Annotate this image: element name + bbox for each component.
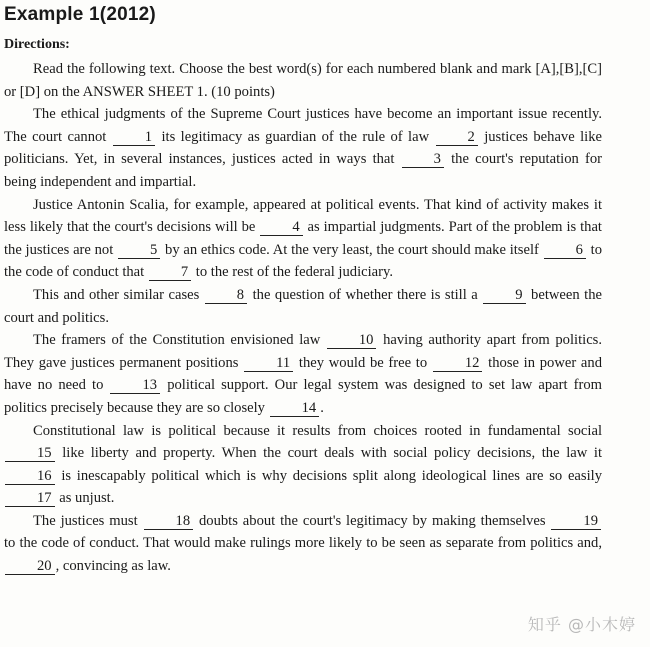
blank-19: 19	[551, 514, 601, 530]
blank-8: 8	[205, 288, 247, 304]
watermark: 知乎 @小木婷	[527, 615, 636, 634]
passage-text: the question of whether there is still a	[248, 286, 483, 303]
passage-text: the court's reputation for being independent and impartial.	[4, 151, 602, 190]
passage-text: as unjust.	[55, 490, 115, 507]
blank-17: 17	[5, 491, 55, 507]
passage-text: Constitutional law is political because it results from choices rooted in fundamental social	[33, 422, 602, 439]
passage-text: , convincing as law.	[55, 558, 171, 575]
passage-text: justices behave like politicians. Yet, in several instances, justices acted in ways that	[4, 128, 602, 168]
passage-text: by an ethics code. At the very least, the court should make itself	[161, 241, 543, 258]
passage-paragraph	[4, 420, 602, 510]
blank-7: 7	[149, 265, 191, 281]
blank-6: 6	[544, 243, 586, 259]
blank-15: 15	[5, 446, 55, 462]
passage-text: they would be free to	[294, 354, 432, 371]
passage-text: The framers of the Constitution envisioned law	[33, 332, 326, 349]
page-title: Example 1(2012)	[4, 4, 156, 25]
blank-11: 11	[244, 356, 293, 372]
passage-text: is inescapably political which is why decisions split along ideological lines are so easily	[55, 467, 602, 484]
blank-12: 12	[433, 356, 483, 372]
passage-text: as impartial judgments. Part of the problem is that the justices are not	[4, 219, 602, 258]
passage-text: to the code of conduct. That would make rulings more likely to be seen as separate from politics and,	[4, 535, 602, 552]
passage-text: to the code of conduct that	[4, 241, 602, 281]
passage-text: those in power and have no need to	[4, 354, 602, 394]
blank-2: 2	[436, 130, 478, 146]
instructions-paragraph	[4, 58, 602, 103]
directions-label: Directions:	[4, 37, 70, 52]
passage-text: The justices must	[33, 512, 143, 529]
passage-text: Read the following text. Choose the best word(s) for each numbered blank and mark [A],[B],[C] or [D] on the ANSWER SHEET 1. (10 points)	[4, 61, 602, 100]
passage-text: .	[320, 399, 324, 416]
passage-text: Justice Antonin Scalia, for example, appeared at political events. That kind of activity makes it less likely that the court's decisions will be	[4, 196, 602, 236]
blank-18: 18	[144, 514, 194, 530]
passage-text: like liberty and property. When the court deals with social policy decisions, the law it	[55, 445, 602, 462]
passage-text: political support. Our legal system was designed to set law apart from politics precisely because they are so closely	[4, 377, 602, 416]
blank-3: 3	[402, 152, 444, 168]
passage	[4, 58, 602, 578]
blank-14: 14	[270, 401, 320, 417]
blank-1: 1	[113, 130, 155, 146]
passage-text: having authority apart from politics. They gave justices permanent positions	[4, 332, 602, 371]
blank-5: 5	[118, 243, 160, 259]
passage-text: its legitimacy as guardian of the rule of law	[156, 128, 435, 145]
passage-paragraph	[4, 510, 602, 578]
passage-text: doubts about the court's legitimacy by making themselves	[194, 512, 551, 529]
blank-20: 20	[5, 559, 55, 575]
passage-text: between the court and politics.	[4, 286, 602, 326]
blank-10: 10	[327, 333, 377, 349]
passage-paragraph	[4, 194, 602, 284]
passage-paragraph	[4, 284, 602, 329]
passage-text: This and other similar cases	[33, 286, 204, 303]
passage-paragraph	[4, 103, 602, 193]
passage-text: The ethical judgments of the Supreme Court justices have become an important issue recently. The court cannot	[4, 106, 602, 145]
blank-4: 4	[260, 220, 302, 236]
blank-9: 9	[483, 288, 525, 304]
blank-13: 13	[110, 378, 160, 394]
passage-paragraph	[4, 329, 602, 419]
passage-text: to the rest of the federal judiciary.	[192, 264, 394, 281]
blank-16: 16	[5, 469, 55, 485]
